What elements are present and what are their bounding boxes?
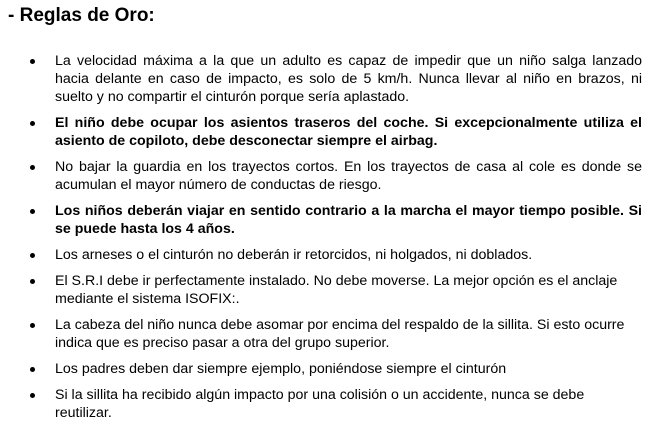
list-item	[0, 246, 642, 264]
list-item	[0, 386, 642, 422]
bullet-icon	[30, 367, 35, 372]
bullet-icon	[30, 59, 35, 64]
rule-text: Los padres deben dar siempre ejemplo, poniéndose siempre el cinturón	[55, 361, 507, 377]
rule-text: Los niños deberán viajar en sentido contrario a la marcha el mayor tiempo posible. Si se puede hasta los 4 años.	[55, 203, 642, 237]
rule-text: La velocidad máxima a la que un adulto es capaz de impedir que un niño salga lanzado hacia delante en caso de impacto, es solo de 5 km/h. Nunca llevar al niño en brazos, ni suelto y no compartir el cinturón porque sería aplastado.	[55, 53, 642, 105]
rule-text: Los arneses o el cinturón no deberán ir retorcidos, ni holgados, ni doblados.	[55, 247, 533, 263]
bullet-icon	[30, 165, 35, 170]
list-item	[0, 114, 642, 150]
list-item	[0, 360, 642, 378]
list-item	[0, 52, 642, 106]
list-item	[0, 272, 642, 308]
rule-text: No bajar la guardia en los trayectos cortos. En los trayectos de casa al cole es donde se acumulan el mayor número de conductas de riesgo.	[55, 159, 642, 193]
rule-text: Si la sillita ha recibido algún impacto por una colisión o un accidente, nunca se debe reutilizar.	[55, 387, 585, 421]
bullet-icon	[30, 209, 35, 214]
bullet-icon	[30, 323, 35, 328]
list-item	[0, 158, 642, 194]
section-title: - Reglas de Oro:	[8, 5, 155, 26]
list-item	[0, 316, 642, 352]
bullet-icon	[30, 121, 35, 126]
bullet-icon	[30, 253, 35, 258]
list-item	[0, 202, 642, 238]
rule-text: La cabeza del niño nunca debe asomar por encima del respaldo de la sillita. Si esto ocurre indica que es preciso pasar a otra del grupo superior.	[55, 317, 625, 351]
bullet-icon	[30, 393, 35, 398]
rules-list	[0, 52, 652, 430]
rule-text: El S.R.I debe ir perfectamente instalado. No debe moverse. La mejor opción es el anclaje mediante el sistema ISOFIX:.	[55, 273, 618, 307]
rule-text: El niño debe ocupar los asientos traseros del coche. Si excepcionalmente utiliza el asiento de copiloto, debe desconectar siempre el airbag.	[55, 115, 642, 149]
bullet-icon	[30, 279, 35, 284]
